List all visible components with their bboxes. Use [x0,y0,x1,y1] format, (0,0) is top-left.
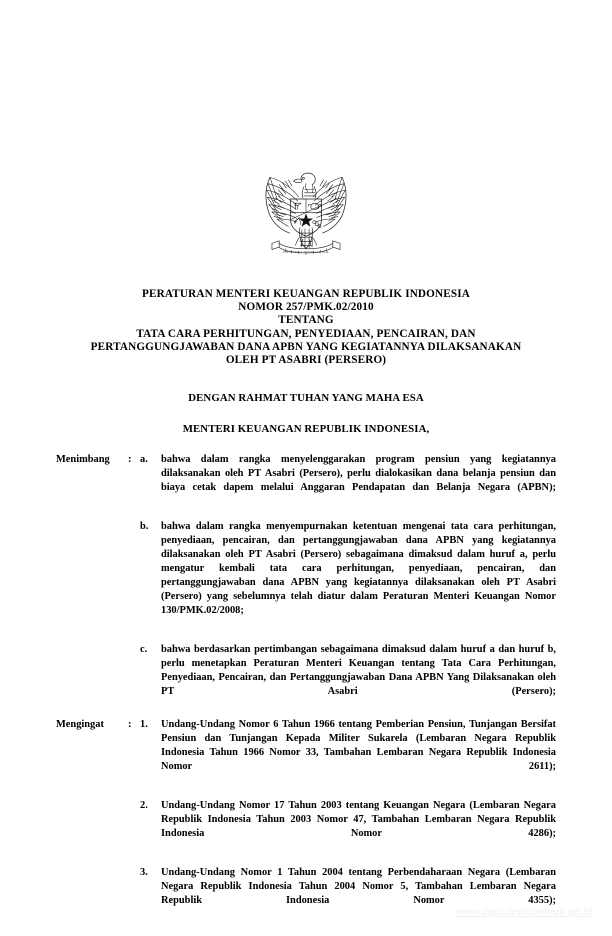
mengingat-items [140,718,556,922]
list-item [140,718,556,788]
list-item [140,453,556,509]
list-marker: c. [140,644,148,655]
title-line-1: PERATURAN MENTERI KEUANGAN REPUBLIK INDONESIA [142,288,470,300]
list-text: bahwa dalam rangka menyelenggarakan program pensiun yang kegiatannya dilaksanakan oleh PT Asabri (Persero), perlu dialokasikan dana belanja pensiun dan biaya cetak dapem melalui Anggaran Pendapatan dan Belanja Negara (APBN); [161,454,556,493]
invocation-spacer [0,405,612,423]
list-item [140,799,556,855]
mengingat-section [56,718,556,922]
list-text: Undang-Undang Nomor 6 Tahun 1966 tentang Pemberian Pensiun, Tunjangan Bersifat Pensiun dan Tunjangan Kepada Militer Sukarela (Lembaran Negara Republik Indonesia Tahun 1966 Nomor 33, Tambahan Lembaran Negara Republik Indonesia Nomor 2611); [161,719,556,772]
list-marker: 2. [140,800,148,811]
mengingat-colon: : [128,719,132,730]
title-line-subject-3: OLEH PT ASABRI (PERSERO) [225,354,387,367]
invocation-block [0,392,612,436]
list-text: Undang-Undang Nomor 17 Tahun 2003 tentang Keuangan Negara (Lembaran Negara Republik Indonesia Tahun 2003 Nomor 47, Tambahan Lembaran Negara Republik Indonesia Nomor 4286); [161,800,556,839]
list-item [140,520,556,632]
menimbang-row [56,453,556,713]
list-item [140,643,556,713]
menimbang-colon: : [128,454,132,465]
menimbang-section [56,453,556,713]
menimbang-label: Menimbang [56,454,110,465]
garuda-pancasila-emblem [0,166,612,269]
mengingat-row [56,718,556,922]
document-title-block [0,288,612,367]
garuda-emblem-graphic [254,166,358,264]
invocation-line-blessing: DENGAN RAHMAT TUHAN YANG MAHA ESA [188,392,424,404]
list-marker: 3. [140,867,148,878]
list-marker: 1. [140,719,148,730]
pancasila-star [299,214,312,226]
list-marker: b. [140,521,149,532]
title-line-subject-1: TATA CARA PERHITUNGAN, PENYEDIAAN, PENCAIRAN, DAN [136,327,476,340]
menimbang-items [140,453,556,713]
list-text: bahwa dalam rangka menyempurnakan ketentuan mengenai tata cara perhitungan, penyediaan, pencairan, dan pertanggungjawaban dana APBN yang kegiatannya dilaksanakan oleh PT Asabri (Persero) sebagaimana dimaksud dalam huruf a, perlu mengatur kembali tata cara perhitungan, penyediaan, pencairan, dan pertanggungjawaban dana APBN yang kegiatannya dilaksanakan oleh PT Asabri (Persero) yang sebelumnya telah diatur dalam Peraturan Menteri Keuangan Nomor 130/PMK.02/2008; [161,521,556,616]
title-line-tentang: TENTANG [278,314,334,327]
title-line-subject-2: PERTANGGUNGJAWABAN DANA APBN YANG KEGIATANNYA DILAKSANAKAN [90,340,522,353]
watermark-url: www.djpp.depkumham.go.id [455,906,592,918]
mengingat-label: Mengingat [56,719,104,730]
list-text: bahwa berdasarkan pertimbangan sebagaimana dimaksud dalam huruf a dan huruf b, perlu menetapkan Peraturan Menteri Keuangan tentang Tata Cara Perhitungan, Penyediaan, Pencairan, dan Pertanggungjawaban Dana APBN Yang Dilaksanakan oleh PT Asabri (Persero); [161,644,556,697]
svg-text:BHINNEKA TUNGGAL IKA: BHINNEKA TUNGGAL IKA [283,250,329,255]
list-text: Undang-Undang Nomor 1 Tahun 2004 tentang Perbendaharaan Negara (Lembaran Negara Republik Indonesia Tahun 2004 Nomor 5, Tambahan Lembaran Negara Republik Indonesia Nomor 4355); [161,867,556,906]
title-line-number: NOMOR 257/PMK.02/2010 [238,301,374,314]
invocation-line-issuer: MENTERI KEUANGAN REPUBLIK INDONESIA, [182,423,430,435]
list-marker: a. [140,454,148,465]
